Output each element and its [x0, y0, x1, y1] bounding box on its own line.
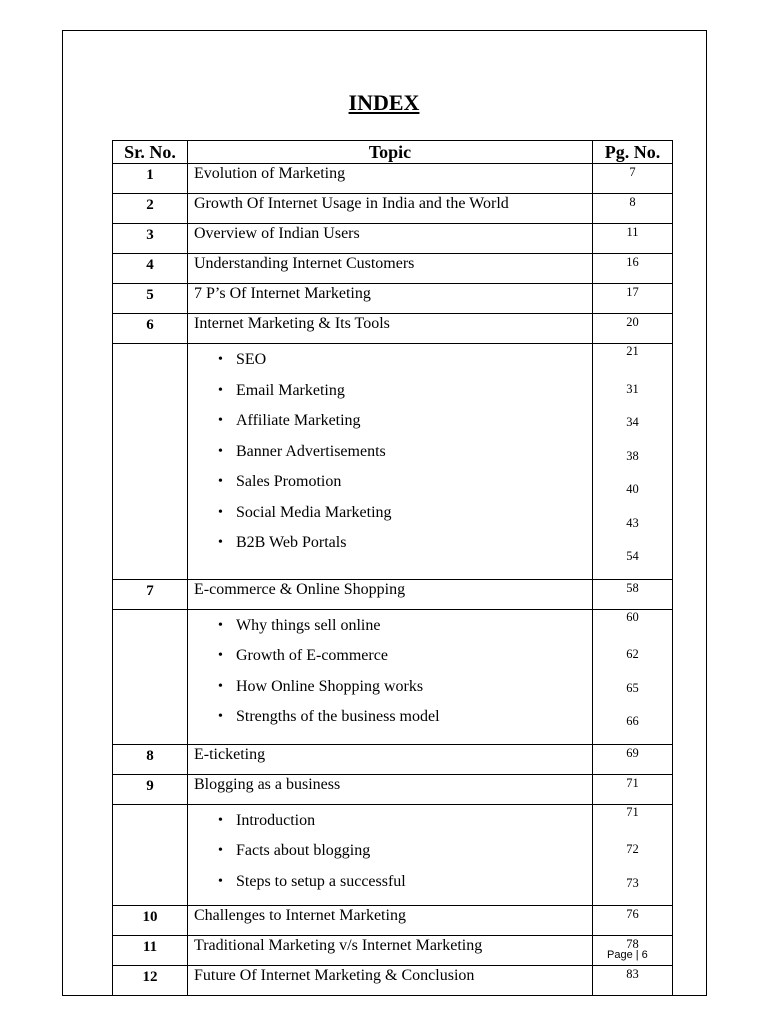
sub-page-number: 65 [626, 680, 639, 695]
page-number-cell: 58 [593, 579, 673, 609]
table-row [113, 906, 673, 936]
sub-page-cell [593, 344, 673, 580]
page-number-cell: 83 [593, 966, 673, 996]
sub-page-number: 54 [626, 549, 639, 563]
sub-topic-item: • Growth of E-commerce [218, 641, 592, 672]
topic-cell: Growth Of Internet Usage in India and the World [188, 194, 593, 224]
topic-cell: Evolution of Marketing [188, 164, 593, 194]
empty-sr-cell [113, 804, 188, 906]
sub-page-number: 66 [626, 714, 639, 728]
sub-page-number: 34 [626, 415, 639, 429]
page-number-cell: 69 [593, 744, 673, 774]
sub-page-number: 72 [626, 842, 639, 856]
sub-topic-item: • Introduction [218, 806, 592, 837]
header-sr-no: Sr. No. [113, 141, 188, 164]
sub-topic-cell [188, 344, 593, 580]
sr-no-cell: 4 [113, 254, 188, 284]
page-number-cell: 71 [593, 774, 673, 804]
header-pg-no: Pg. No. [593, 141, 673, 164]
topic-cell: Challenges to Internet Marketing [188, 906, 593, 936]
sub-topic-item: • Steps to setup a successful [218, 867, 592, 898]
page-number-cell: 76 [593, 906, 673, 936]
index-table [112, 140, 673, 996]
empty-sr-cell [113, 609, 188, 744]
sub-topic-row [113, 609, 673, 744]
topic-cell: 7 P’s Of Internet Marketing [188, 284, 593, 314]
sub-topic-item: • How Online Shopping works [218, 672, 592, 703]
sub-page-number: 38 [626, 448, 639, 463]
table-row [113, 254, 673, 284]
sub-topic-item: • B2B Web Portals [218, 528, 592, 559]
table-row [113, 744, 673, 774]
topic-cell: Overview of Indian Users [188, 224, 593, 254]
sub-topic-cell [188, 804, 593, 906]
sr-no-cell: 7 [113, 579, 188, 609]
topic-cell: Internet Marketing & Its Tools [188, 314, 593, 344]
sub-topic-item: • Affiliate Marketing [218, 406, 592, 437]
sub-page-cell [593, 609, 673, 744]
sub-topic-item: • SEO [218, 345, 592, 376]
sr-no-cell: 3 [113, 224, 188, 254]
topic-cell: Blogging as a business [188, 774, 593, 804]
topic-cell: Traditional Marketing v/s Internet Marketing [188, 936, 593, 966]
page-number-cell: 17 [593, 284, 673, 314]
sub-page-cell [593, 804, 673, 906]
sr-no-cell: 10 [113, 906, 188, 936]
table-row [113, 774, 673, 804]
sub-page-number: 62 [626, 647, 639, 661]
empty-sr-cell [113, 344, 188, 580]
sub-topic-item: • Banner Advertisements [218, 437, 592, 468]
sub-page-number: 71 [626, 804, 639, 819]
sr-no-cell: 1 [113, 164, 188, 194]
sub-topic-item: • Email Marketing [218, 376, 592, 407]
sub-page-number: 21 [626, 344, 639, 358]
sub-topic-list [194, 345, 592, 559]
sub-topic-item: • Why things sell online [218, 611, 592, 642]
table-row [113, 224, 673, 254]
sr-no-cell: 8 [113, 744, 188, 774]
table-row [113, 164, 673, 194]
sub-page-number: 43 [626, 515, 639, 530]
sub-page-number: 31 [626, 381, 639, 396]
table-row [113, 314, 673, 344]
sub-topic-row [113, 804, 673, 906]
topic-cell: Understanding Internet Customers [188, 254, 593, 284]
sr-no-cell: 6 [113, 314, 188, 344]
sr-no-cell: 2 [113, 194, 188, 224]
sr-no-cell: 12 [113, 966, 188, 996]
table-row [113, 284, 673, 314]
sub-topic-item: • Sales Promotion [218, 467, 592, 498]
topic-cell: Future Of Internet Marketing & Conclusion [188, 966, 593, 996]
page-title: INDEX [348, 90, 420, 115]
topic-cell: E-ticketing [188, 744, 593, 774]
page-number-cell: 78 [593, 936, 673, 966]
table-row [113, 936, 673, 966]
sub-topic-list [194, 806, 592, 898]
sub-page-number: 40 [626, 482, 639, 496]
page-number-cell: 11 [593, 224, 673, 254]
sr-no-cell: 11 [113, 936, 188, 966]
sr-no-cell: 9 [113, 774, 188, 804]
sub-page-number: 73 [626, 875, 639, 890]
sub-topic-item: • Social Media Marketing [218, 498, 592, 529]
page-number-footer: Page | 6 [607, 949, 648, 961]
sub-topic-item: • Strengths of the business model [218, 702, 592, 733]
sub-page-number: 60 [626, 609, 639, 624]
table-header-row [113, 141, 673, 164]
table-row [113, 966, 673, 996]
sub-topic-list [194, 611, 592, 733]
page-number-cell: 20 [593, 314, 673, 344]
sr-no-cell: 5 [113, 284, 188, 314]
page-number-cell: 8 [593, 194, 673, 224]
sub-page-list [593, 610, 672, 744]
sub-topic-cell [188, 609, 593, 744]
sub-page-list [593, 344, 672, 579]
sub-topic-row [113, 344, 673, 580]
page-number-cell: 16 [593, 254, 673, 284]
sub-topic-item: • Facts about blogging [218, 836, 592, 867]
table-row [113, 194, 673, 224]
page-number-cell: 7 [593, 164, 673, 194]
topic-cell: E-commerce & Online Shopping [188, 579, 593, 609]
header-topic: Topic [188, 141, 593, 164]
sub-page-list [593, 805, 672, 906]
table-row [113, 579, 673, 609]
